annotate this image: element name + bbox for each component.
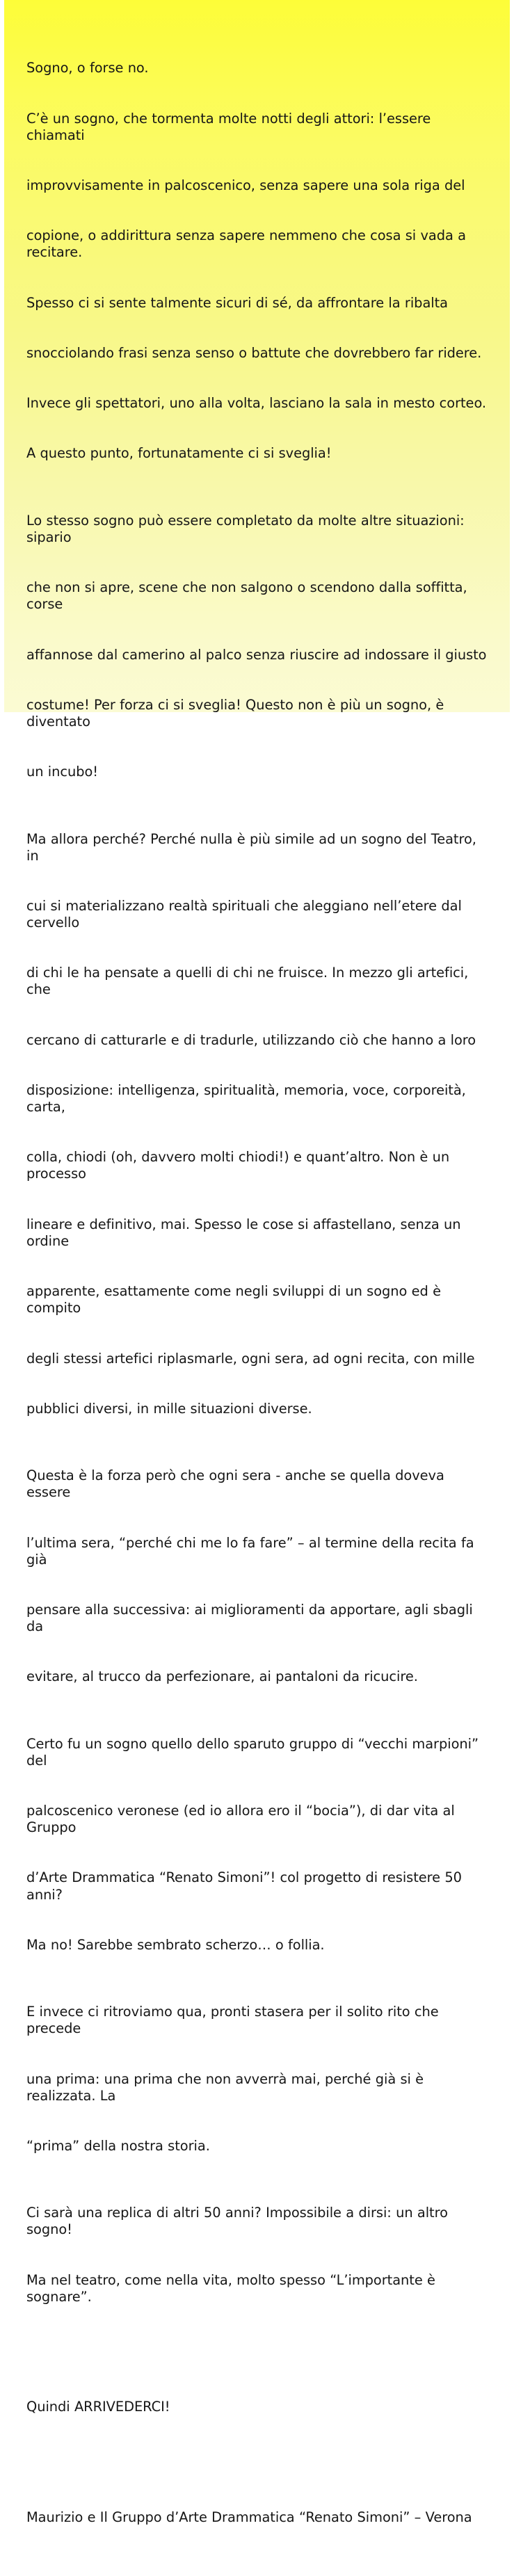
text-line: costume! Per forza ci si sveglia! Questo non è più un sogno, è diventato	[26, 696, 449, 730]
text-line: C’è un sogno, che tormenta molte notti degli attori: l’essere chiamati	[26, 110, 435, 143]
text-line: Ma nel teatro, come nella vita, molto spesso “L’importante è sognare”.	[26, 2271, 440, 2305]
text-line: cui si materializzano realtà spirituali che aleggiano nell’etere dal cervello	[26, 897, 467, 931]
text-line: copione, o addirittura senza sapere nemmeno che cosa si vada a recitare.	[26, 227, 471, 261]
text-line: Ci sarà una replica di altri 50 anni? Impossibile a dirsi: un altro sogno!	[26, 2205, 453, 2238]
text-line: E invece ci ritroviamo qua, pronti stasera per il solito rito che precede	[26, 2004, 443, 2037]
text-line: snocciolando frasi senza senso o battute che dovrebbero far ridere.	[26, 344, 482, 361]
text-line: palcoscenico veronese (ed io allora ero il “bocia”), di dar vita al Gruppo	[26, 1803, 459, 1836]
text-line: degli stessi artefici riplasmarle, ogni sera, ad ogni recita, con mille	[26, 1350, 475, 1367]
text-line: disposizione: intelligenza, spiritualità, memoria, voce, corporeità, carta,	[26, 1082, 471, 1116]
paragraph-spacer	[26, 2466, 492, 2476]
text-line: una prima: una prima che non avverrà mai, perché già si è realizzata. La	[26, 2070, 428, 2104]
text-line: Questa è la forza però che ogni sera - anche se quella doveva essere	[26, 1467, 449, 1501]
signature-line: Maurizio e Il Gruppo d’Arte Drammatica “Renato Simoni” – Verona	[26, 2509, 472, 2525]
text-line: pensare alla successiva: ai miglioramenti da apportare, agli sbagli da	[26, 1601, 477, 1634]
text-line: Ma no! Sarebbe sembrato scherzo… o follia.	[26, 1936, 325, 1953]
text-line: d’Arte Drammatica “Renato Simoni”! col progetto di resistere 50 anni?	[26, 1869, 467, 1903]
text-line: che non si apre, scene che non salgono o scendono dalla soffitta, corse	[26, 579, 472, 613]
text-line: un incubo!	[26, 764, 99, 780]
text-line: lineare e definitivo, mai. Spesso le cose si affastellano, senza un ordine	[26, 1216, 465, 1249]
text-line: “prima” della nostra storia.	[26, 2137, 210, 2154]
text-line: affannose dal camerino al palco senza riuscire ad indossare il giusto	[26, 646, 487, 663]
paragraph-spacer	[26, 2356, 492, 2365]
text-line: apparente, esattamente come negli sviluppi di un sogno ed è compito	[26, 1283, 446, 1317]
text-line: Sogno, o forse no.	[26, 60, 149, 77]
text-line: improvvisamente in palcoscenico, senza sapere una sola riga del	[26, 177, 465, 193]
text-line: evitare, al trucco da perfezionare, ai pantaloni da ricucire.	[26, 1668, 418, 1685]
text-line: A questo punto, fortunatamente ci si sveglia!	[26, 445, 332, 462]
text-line: cercano di catturarle e di tradurle, utilizzando ciò che hanno a loro	[26, 1031, 476, 1048]
text-line: Lo stesso sogno può essere completato da molte altre situazioni: sipario	[26, 512, 469, 545]
document-body	[26, 10, 492, 2576]
text-line: colla, chiodi (oh, davvero molti chiodi!) e quant’altro. Non è un processo	[26, 1149, 454, 1182]
text-line: Ma allora perché? Perché nulla è più simile ad un sogno del Teatro, in	[26, 830, 481, 864]
text-line: l’ultima sera, “perché chi me lo fa fare” – al termine della recita fa già	[26, 1534, 479, 1568]
text-line: Invece gli spettatori, uno alla volta, lasciano la sala in mesto corteo.	[26, 395, 487, 412]
text-line: Spesso ci si sente talmente sicuri di sé, da affrontare la ribalta	[26, 294, 448, 311]
text-line: di chi le ha pensate a quelli di chi ne fruisce. In mezzo gli artefici, che	[26, 965, 473, 998]
text-line: pubblici diversi, in mille situazioni diverse.	[26, 1400, 312, 1417]
closing-line: Quindi ARRIVEDERCI!	[26, 2399, 170, 2415]
text-line: Certo fu un sogno quello dello sparuto gruppo di “vecchi marpioni” del	[26, 1735, 483, 1769]
